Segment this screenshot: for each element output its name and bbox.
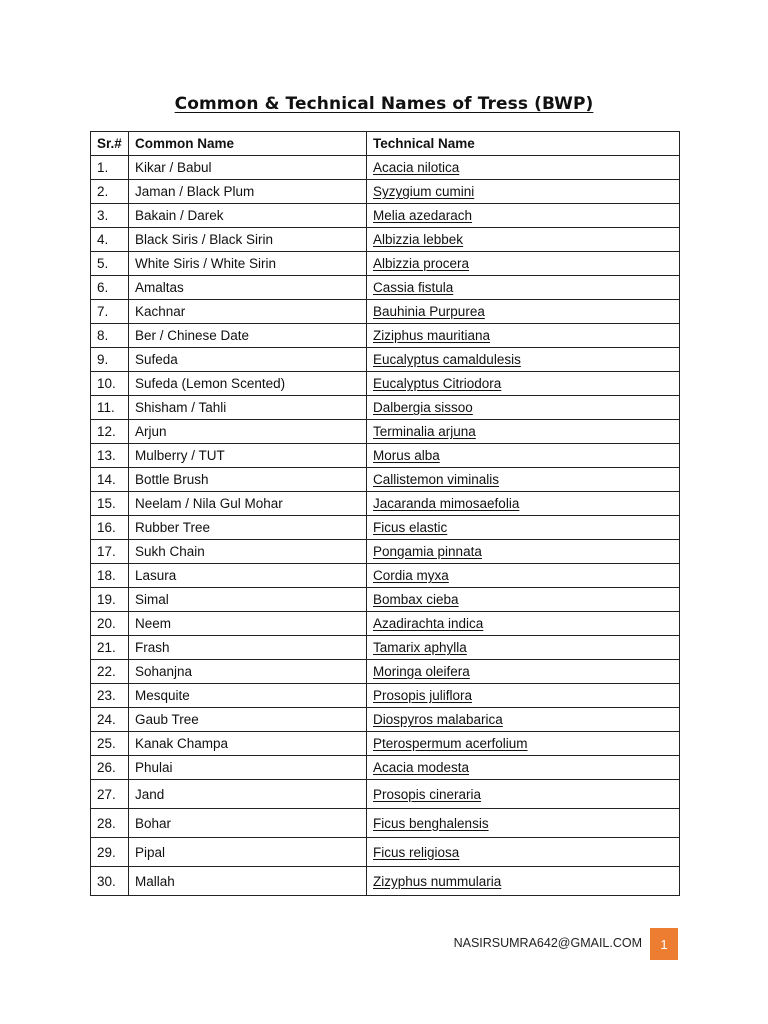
cell-technical-name [367,444,680,468]
cell-technical-name [367,838,680,867]
table-row [91,756,680,780]
table-row [91,372,680,396]
technical-name-text: Dalbergia sissoo [373,400,473,415]
cell-common-name: Frash [129,636,367,660]
cell-technical-name [367,660,680,684]
technical-name-text: Zizyphus nummularia [373,873,502,889]
technical-name-text: Tamarix aphylla [373,640,467,655]
table-row [91,684,680,708]
table-row [91,809,680,838]
cell-technical-name [367,612,680,636]
cell-common-name: Kanak Champa [129,732,367,756]
cell-sr: 15. [91,492,129,516]
cell-sr: 2. [91,180,129,204]
cell-sr: 13. [91,444,129,468]
technical-name-text: Bombax cieba [373,592,459,607]
cell-common-name: Mulberry / TUT [129,444,367,468]
table-row [91,838,680,867]
table-row [91,252,680,276]
table-row [91,204,680,228]
technical-name-text: Jacaranda mimosaefolia [373,496,520,511]
table-row [91,612,680,636]
cell-sr: 29. [91,838,129,867]
cell-common-name: Rubber Tree [129,516,367,540]
cell-common-name: Mesquite [129,684,367,708]
cell-technical-name [367,420,680,444]
technical-name-text: Prosopis juliflora [373,688,473,703]
cell-sr: 16. [91,516,129,540]
cell-common-name: Pipal [129,838,367,867]
cell-technical-name [367,276,680,300]
cell-common-name: Neelam / Nila Gul Mohar [129,492,367,516]
table-row [91,276,680,300]
table-row [91,420,680,444]
table-body [91,156,680,896]
cell-technical-name [367,468,680,492]
cell-technical-name [367,516,680,540]
technical-name-text: Cassia fistula [373,280,454,295]
cell-sr: 28. [91,809,129,838]
cell-technical-name [367,372,680,396]
technical-name-text: Albizzia procera [373,256,470,271]
cell-technical-name [367,708,680,732]
technical-name-text: Acacia nilotica [373,160,460,175]
technical-name-text: Pterospermum acerfolium [373,736,528,751]
technical-name-text: Ficus elastic [373,520,448,535]
table-row [91,780,680,809]
cell-common-name: Gaub Tree [129,708,367,732]
cell-sr: 10. [91,372,129,396]
header-common-name: Common Name [129,132,367,156]
cell-technical-name [367,540,680,564]
technical-name-text: Morus alba [373,448,440,463]
technical-name-text: Pongamia pinnata [373,544,482,559]
cell-common-name: Shisham / Tahli [129,396,367,420]
table-row [91,660,680,684]
cell-sr: 5. [91,252,129,276]
cell-common-name: Simal [129,588,367,612]
cell-sr: 9. [91,348,129,372]
cell-common-name: Kikar / Babul [129,156,367,180]
footer-email: NASIRSUMRA642@GMAIL.COM [453,936,642,950]
cell-common-name: Jaman / Black Plum [129,180,367,204]
cell-sr: 1. [91,156,129,180]
technical-name-text: Eucalyptus Citriodora [373,376,502,391]
cell-technical-name [367,324,680,348]
cell-common-name: Sukh Chain [129,540,367,564]
cell-technical-name [367,564,680,588]
technical-name-text: Acacia modesta [373,760,470,775]
cell-common-name: Lasura [129,564,367,588]
cell-technical-name [367,252,680,276]
cell-technical-name [367,867,680,896]
cell-common-name: Black Siris / Black Sirin [129,228,367,252]
technical-name-text: Callistemon viminalis [373,472,500,487]
header-sr: Sr.# [91,132,129,156]
technical-name-text: Moringa oleifera [373,664,470,679]
cell-sr: 17. [91,540,129,564]
cell-sr: 30. [91,867,129,896]
cell-technical-name [367,180,680,204]
cell-technical-name [367,756,680,780]
cell-sr: 14. [91,468,129,492]
technical-name-text: Ficus benghalensis [373,815,489,831]
cell-sr: 8. [91,324,129,348]
cell-common-name: Arjun [129,420,367,444]
table-row [91,444,680,468]
table-header-row [91,132,680,156]
cell-common-name: Phulai [129,756,367,780]
table-row [91,732,680,756]
cell-sr: 3. [91,204,129,228]
table-row [91,516,680,540]
cell-technical-name [367,300,680,324]
trees-table [90,131,680,896]
table-row [91,156,680,180]
technical-name-text: Melia azedarach [373,208,473,223]
cell-sr: 20. [91,612,129,636]
technical-name-text: Ziziphus mauritiana [373,328,491,343]
cell-technical-name [367,492,680,516]
cell-common-name: Sufeda [129,348,367,372]
cell-technical-name [367,588,680,612]
document-title: Common & Technical Names of Tress (BWP) [174,94,594,114]
cell-technical-name [367,156,680,180]
table-row [91,228,680,252]
table-row [91,564,680,588]
technical-name-text: Cordia myxa [373,568,449,583]
cell-common-name: Jand [129,780,367,809]
cell-technical-name [367,636,680,660]
table-row [91,867,680,896]
cell-technical-name [367,684,680,708]
technical-name-text: Prosopis cineraria [373,786,482,802]
cell-sr: 25. [91,732,129,756]
table-row [91,468,680,492]
table-row [91,540,680,564]
cell-technical-name [367,809,680,838]
cell-common-name: Bakain / Darek [129,204,367,228]
cell-technical-name [367,732,680,756]
table-row [91,708,680,732]
cell-sr: 26. [91,756,129,780]
page-number-badge: 1 [650,928,678,960]
table-row [91,396,680,420]
technical-name-text: Albizzia lebbek [373,232,464,247]
table-row [91,636,680,660]
cell-common-name: Bottle Brush [129,468,367,492]
cell-sr: 4. [91,228,129,252]
header-technical-name: Technical Name [367,132,680,156]
table-row [91,588,680,612]
cell-technical-name [367,780,680,809]
technical-name-text: Terminalia arjuna [373,424,476,439]
cell-common-name: White Siris / White Sirin [129,252,367,276]
cell-common-name: Amaltas [129,276,367,300]
cell-common-name: Sufeda (Lemon Scented) [129,372,367,396]
cell-sr: 27. [91,780,129,809]
technical-name-text: Ficus religiosa [373,844,460,860]
cell-sr: 11. [91,396,129,420]
cell-sr: 22. [91,660,129,684]
table-row [91,348,680,372]
table-row [91,324,680,348]
cell-sr: 6. [91,276,129,300]
table-row [91,300,680,324]
cell-sr: 7. [91,300,129,324]
cell-sr: 23. [91,684,129,708]
cell-sr: 24. [91,708,129,732]
technical-name-text: Diospyros malabarica [373,712,503,727]
table-row [91,180,680,204]
cell-technical-name [367,396,680,420]
cell-sr: 18. [91,564,129,588]
cell-technical-name [367,204,680,228]
cell-technical-name [367,348,680,372]
technical-name-text: Bauhinia Purpurea [373,304,485,319]
cell-common-name: Bohar [129,809,367,838]
technical-name-text: Eucalyptus camaldulesis [373,352,521,367]
technical-name-text: Syzygium cumini [373,184,475,199]
technical-name-text: Azadirachta indica [373,616,484,631]
table-row [91,492,680,516]
cell-common-name: Neem [129,612,367,636]
cell-common-name: Ber / Chinese Date [129,324,367,348]
cell-common-name: Mallah [129,867,367,896]
cell-common-name: Kachnar [129,300,367,324]
cell-sr: 19. [91,588,129,612]
cell-technical-name [367,228,680,252]
cell-sr: 12. [91,420,129,444]
cell-common-name: Sohanjna [129,660,367,684]
cell-sr: 21. [91,636,129,660]
